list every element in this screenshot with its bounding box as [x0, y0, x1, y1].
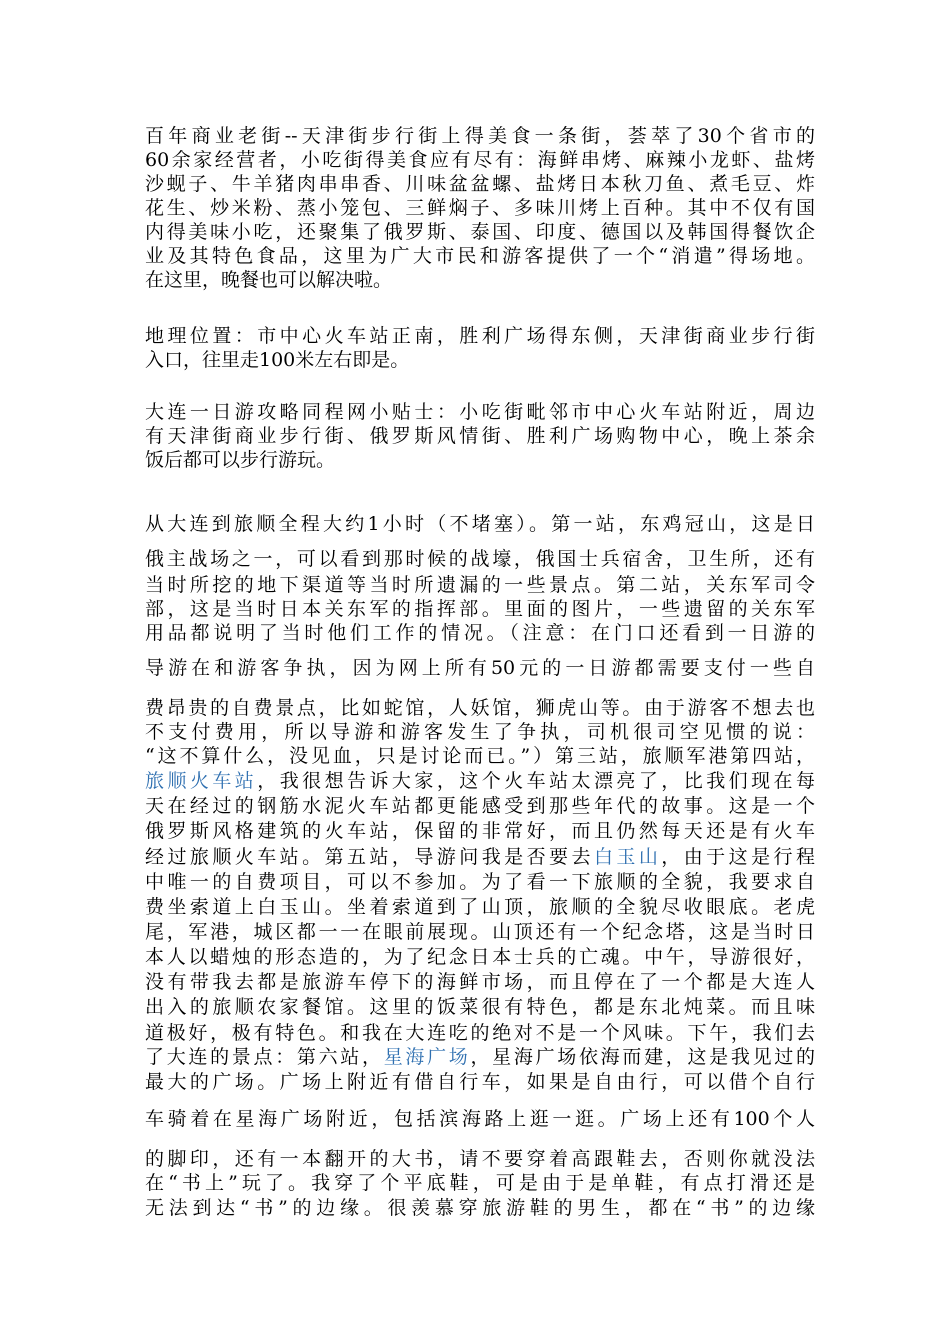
paragraph-food-street — [145, 124, 815, 292]
text-line: 俄主战场之一，可以看到那时候的战壕，俄国士兵宿舍，卫生所，还有 — [145, 548, 815, 570]
text-line: 在这里，晚餐也可以解决啦。 — [145, 269, 393, 291]
text-line: 用品都说明了当时他们工作的情况。（注意：在门口还看到一日游的 — [145, 622, 815, 644]
text-line: 不支付费用，所以导游和游客发生了争执，司机很司空见惯的说： — [145, 721, 815, 743]
text-segment: ，由于这是行程 — [661, 846, 815, 868]
text-line: 在“书上”玩了。我穿了个平底鞋，可是由于是单鞋，有点打滑还是 — [145, 1172, 815, 1194]
text-line: 道极好，极有特色。和我在大连吃的绝对不是一个风味。下午，我们去 — [145, 1022, 815, 1044]
text-line: 出入的旅顺农家餐馆。这里的饭菜很有特色，都是东北炖菜。而且味 — [145, 996, 815, 1018]
text-segment: ，星海广场依海而建，这是我见过的 — [470, 1046, 815, 1068]
text-line: 导游在和游客争执，因为网上所有50元的一日游都需要支付一些自 — [145, 657, 815, 679]
text-line: 费坐索道上白玉山。坐着索道到了山顶，旅顺的全貌尽收眼底。老虎 — [145, 896, 815, 918]
text-line: 饭后都可以步行游玩。 — [145, 449, 336, 471]
text-line: 费昂贵的自费景点，比如蛇馆，人妖馆，狮虎山等。由于游客不想去也 — [145, 697, 815, 719]
text-segment: 经过旅顺火车站。第五站，导游问我是否要去 — [145, 846, 594, 868]
link-xinghai-square[interactable]: 星海广场 — [383, 1046, 471, 1068]
paragraph-location — [145, 324, 815, 372]
text-line: 尾，军港，城区都一一在眼前展现。山顶还有一个纪念塔，这是当时日 — [145, 921, 815, 943]
text-line: 当时所挖的地下渠道等当时所遗漏的一些景点。第二站，关东军司令 — [145, 574, 815, 596]
text-segment: 了大连的景点：第六站， — [145, 1046, 384, 1068]
text-line — [145, 845, 815, 869]
text-line: 没有带我去都是旅游车停下的海鲜市场，而且停在了一个都是大连人 — [145, 971, 815, 993]
text-line: 无法到达“书”的边缘。很羡慕穿旅游鞋的男生，都在“书”的边缘 — [145, 1197, 815, 1219]
text-line: 地理位置：市中心火车站正南，胜利广场得东侧，天津街商业步行街 — [145, 325, 815, 347]
text-line: 中唯一的自费项目，可以不参加。为了看一下旅顺的全貌，我要求自 — [145, 871, 815, 893]
link-baiyu-mountain[interactable]: 白玉山 — [593, 846, 662, 868]
text-line: 有天津街商业步行街、俄罗斯风情街、胜利广场购物中心，晚上茶余 — [145, 425, 815, 447]
text-line: 60余家经营者，小吃街得美食应有尽有：海鲜串烤、麻辣小龙虾、盐烤 — [145, 149, 815, 171]
text-line — [145, 769, 815, 793]
text-line: 部，这是当时日本关东军的指挥部。里面的图片，一些遗留的关东军 — [145, 598, 815, 620]
text-line: 百年商业老街--天津街步行街上得美食一条街，荟萃了30个省市的 — [145, 125, 815, 147]
text-line: 本人以蜡烛的形态造的，为了纪念日本士兵的亡魂。中午，导游很好， — [145, 946, 815, 968]
text-line: 沙蚬子、牛羊猪肉串串香、川味盆盆螺、盐烤日本秋刀鱼、煮毛豆、炸 — [145, 173, 815, 195]
text-line: 内得美味小吃，还聚集了俄罗斯、泰国、印度、德国以及韩国得餐饮企 — [145, 221, 815, 243]
text-line: 车骑着在星海广场附近，包括滨海路上逛一逛。广场上还有100个人 — [145, 1108, 815, 1130]
text-line: 业及其特色食品，这里为广大市民和游客提供了一个“消遣”得场地。 — [145, 245, 815, 267]
link-lushun-railway-station[interactable]: 旅顺火车站 — [145, 770, 258, 792]
text-line: 天在经过的钢筋水泥火车站都更能感受到那些年代的故事。这是一个 — [145, 795, 815, 817]
text-line: 大连一日游攻略同程网小贴士：小吃街毗邻市中心火车站附近，周边 — [145, 401, 815, 423]
text-line — [145, 1045, 815, 1069]
text-line: 入口，往里走100米左右即是。 — [145, 349, 410, 371]
text-line: “这不算什么，没见血，只是讨论而已。”）第三站，旅顺军港第四站， — [145, 745, 815, 767]
text-line: 花生、炒米粉、蒸小笼包、三鲜焖子、多味川烤上百种。其中不仅有国 — [145, 197, 815, 219]
paragraph-tips — [145, 400, 815, 472]
text-segment: ，我很想告诉大家，这个火车站太漂亮了，比我们现在每 — [257, 770, 815, 792]
text-line: 的脚印，还有一本翻开的大书，请不要穿着高跟鞋去，否则你就没法 — [145, 1148, 815, 1170]
text-line: 最大的广场。广场上附近有借自行车，如果是自由行，可以借个自行 — [145, 1071, 815, 1093]
text-line: 俄罗斯风格建筑的火车站，保留的非常好，而且仍然每天还是有火车 — [145, 820, 815, 842]
text-line: 从大连到旅顺全程大约1小时（不堵塞）。第一站，东鸡冠山，这是日 — [145, 513, 815, 535]
